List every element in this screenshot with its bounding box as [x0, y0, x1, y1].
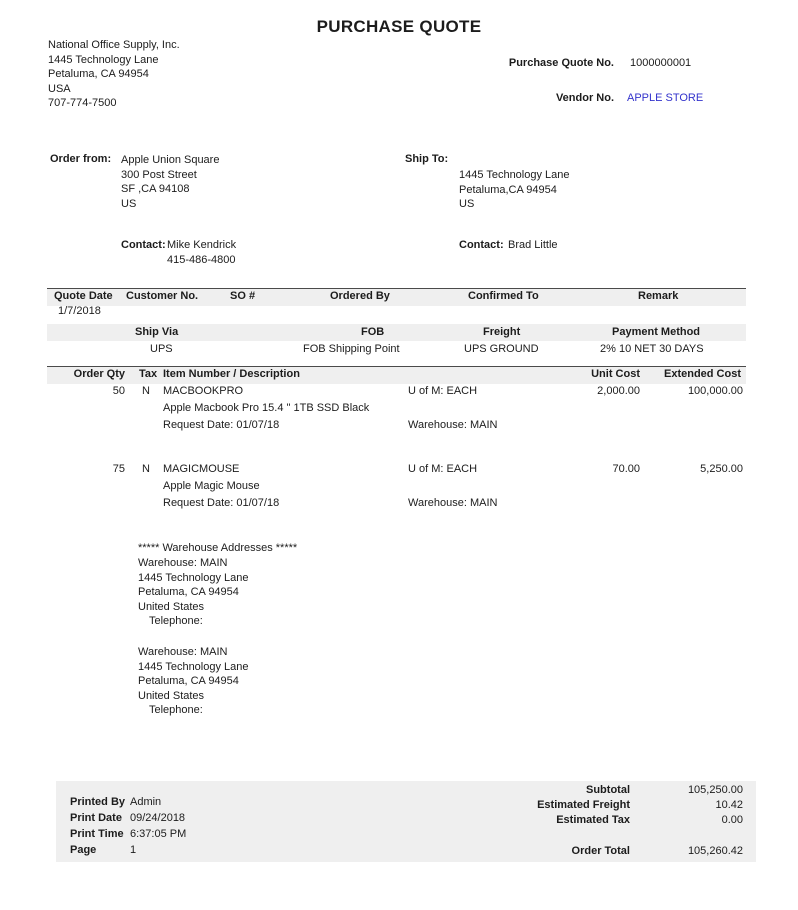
company-name: National Office Supply, Inc.	[48, 39, 180, 51]
subtotal-value: 105,250.00	[687, 784, 743, 796]
page-number-value: 1	[130, 844, 137, 856]
item-extended-cost: 5,250.00	[700, 463, 743, 475]
item-uom: U of M: EACH	[408, 385, 478, 397]
print-time-label: Print Time	[70, 828, 124, 840]
company-country: USA	[48, 82, 71, 95]
ship-to-line: 1445 Technology Lane	[459, 169, 570, 181]
ship-to-line: Petaluma,CA 94954	[459, 183, 557, 196]
warehouse-line: 1445 Technology Lane	[138, 571, 249, 584]
print-time-value: 6:37:05 PM	[130, 828, 187, 840]
subtotal-label: Subtotal	[586, 784, 630, 796]
item-qty: 50	[112, 385, 125, 397]
item-unit-cost: 70.00	[612, 463, 640, 475]
item-qty: 75	[112, 463, 125, 475]
header-quote-date: Quote Date	[54, 290, 113, 302]
item-description: Apple Magic Mouse	[163, 480, 260, 492]
order-from-contact-phone: 415-486-4800	[167, 254, 236, 266]
order-from-line: 300 Post Street	[121, 168, 197, 181]
warehouse-line: 1445 Technology Lane	[138, 660, 249, 673]
header-payment-method: Payment Method	[612, 326, 701, 338]
order-from-line: US	[121, 197, 137, 210]
item-number: MAGICMOUSE	[163, 463, 240, 475]
estimated-freight-label: Estimated Freight	[537, 799, 630, 811]
warehouse-address-block	[138, 556, 249, 629]
header-tax: Tax	[139, 368, 158, 380]
order-from-label: Order from:	[50, 153, 112, 165]
page-number-label: Page	[70, 844, 97, 856]
quote-no-value: 1000000001	[630, 57, 692, 69]
order-from-line: Apple Union Square	[121, 154, 220, 166]
item-extended-cost: 100,000.00	[687, 385, 743, 397]
value-freight: UPS GROUND	[464, 343, 539, 355]
printed-by-value: Admin	[130, 796, 162, 808]
company-street: 1445 Technology Lane	[48, 53, 159, 66]
quote-no-label: Purchase Quote No.	[508, 57, 614, 69]
header-ship-via: Ship Via	[135, 326, 179, 338]
order-from-contact-label: Contact:	[121, 239, 166, 251]
warehouse-line: Warehouse: MAIN	[138, 557, 228, 569]
warehouse-telephone-label: Telephone:	[149, 704, 203, 716]
printed-by-label: Printed By	[70, 796, 126, 808]
ship-to-contact-name: Brad Little	[508, 239, 558, 251]
warehouse-line: Warehouse: MAIN	[138, 646, 228, 658]
item-tax: N	[142, 463, 150, 475]
header-confirmed-to: Confirmed To	[468, 290, 539, 302]
header-so-no: SO #	[230, 290, 256, 302]
header-unit-cost: Unit Cost	[591, 368, 640, 380]
warehouse-line: Petaluma, CA 94954	[138, 586, 239, 598]
item-number: MACBOOKPRO	[163, 385, 244, 397]
header-item-number-description: Item Number / Description	[163, 368, 300, 380]
value-quote-date: 1/7/2018	[58, 305, 101, 317]
item-request-date: Request Date: 01/07/18	[163, 497, 280, 509]
estimated-tax-value: 0.00	[721, 814, 743, 826]
header-remark: Remark	[638, 290, 679, 302]
warehouse-line: Petaluma, CA 94954	[138, 675, 239, 687]
item-request-date: Request Date: 01/07/18	[163, 419, 280, 431]
company-phone: 707-774-7500	[48, 97, 117, 110]
vendor-no-link[interactable]: APPLE STORE	[627, 92, 704, 104]
warehouse-line: United States	[138, 689, 205, 702]
page-title: PURCHASE QUOTE	[316, 17, 482, 36]
estimated-tax-label: Estimated Tax	[556, 814, 630, 826]
header-fob: FOB	[361, 326, 385, 338]
ship-to-label: Ship To:	[405, 153, 449, 165]
item-warehouse: Warehouse: MAIN	[408, 497, 498, 509]
ship-to-line: US	[459, 198, 475, 211]
print-date-value: 09/24/2018	[130, 812, 186, 824]
estimated-freight-value: 10.42	[715, 799, 743, 811]
item-uom: U of M: EACH	[408, 463, 478, 475]
order-from-address	[121, 153, 219, 211]
warehouse-line: United States	[138, 600, 205, 613]
company-city: Petaluma, CA 94954	[48, 68, 149, 81]
item-unit-cost: 2,000.00	[597, 385, 640, 397]
item-description: Apple Macbook Pro 15.4 " 1TB SSD Black	[163, 402, 370, 414]
ship-to-address	[459, 168, 570, 212]
item-tax: N	[142, 385, 150, 397]
warehouse-addresses-heading: ***** Warehouse Addresses *****	[138, 542, 298, 554]
order-total-value: 105,260.42	[687, 845, 743, 857]
ship-to-contact-label: Contact:	[459, 239, 504, 251]
header-extended-cost: Extended Cost	[663, 368, 741, 380]
header-ordered-by: Ordered By	[330, 290, 390, 302]
header-freight: Freight	[483, 326, 521, 338]
warehouse-address-block	[138, 645, 249, 718]
warehouse-telephone-label: Telephone:	[149, 615, 203, 627]
print-date-label: Print Date	[70, 812, 122, 824]
vendor-no-label: Vendor No.	[555, 92, 614, 104]
header-order-qty: Order Qty	[73, 368, 125, 380]
item-warehouse: Warehouse: MAIN	[408, 419, 498, 431]
order-total-label: Order Total	[571, 845, 630, 857]
order-from-line: SF ,CA 94108	[121, 183, 190, 196]
value-ship-via: UPS	[150, 343, 173, 355]
header-customer-no: Customer No.	[126, 290, 199, 302]
value-fob: FOB Shipping Point	[303, 343, 400, 355]
value-payment-method: 2% 10 NET 30 DAYS	[600, 343, 704, 355]
company-address-block	[48, 38, 180, 111]
order-from-contact-name: Mike Kendrick	[167, 239, 237, 251]
